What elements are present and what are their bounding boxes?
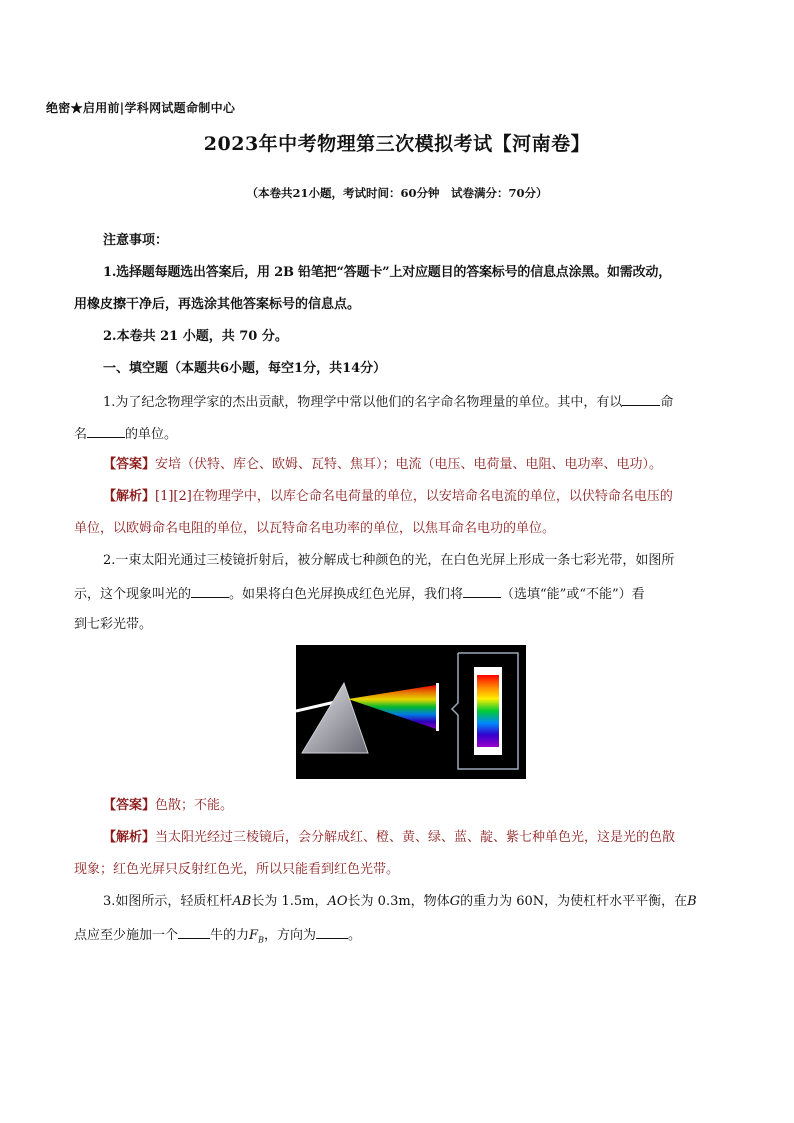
q2-answer-text: 色散；不能。: [155, 798, 234, 813]
notes-item1-line2: 用橡皮擦干净后，再选涂其他答案标号的信息点。: [74, 297, 361, 312]
q3-text-b: 长为 1.5m，: [251, 894, 328, 909]
exam-subtitle: （本卷共21小题，考试时间：60分钟 试卷满分：70分）: [246, 186, 548, 200]
white-screen: [436, 683, 439, 731]
q3-line1: [103, 894, 697, 910]
q2-blank1[interactable]: [191, 585, 229, 598]
exam-title: 2023年中考物理第三次模拟考试【河南卷】: [203, 133, 591, 155]
q2-text-a: 示，这个现象叫光的: [74, 587, 192, 602]
q1-answer-text: 安培（伏特、库仑、欧姆、瓦特、焦耳）；电流（电压、电荷量、电阻、电功率、电功）。: [155, 457, 663, 472]
notes-item1-line1: 1.选择题每题选出答案后，用 2B 铅笔把“答题卡”上对应题目的答案标号的信息点涂黑。如需改动，: [103, 265, 672, 280]
section1-heading: 一、填空题（本题共6小题，每空1分，共14分）: [103, 361, 387, 376]
q2-analysis-line2: 现象；红色光屏只反射红色光，所以只能看到红色光带。: [74, 862, 400, 877]
q3-line2: [74, 926, 361, 949]
q1-analysis-line2: 单位，以欧姆命名电阻的单位，以瓦特命名电功率的单位，以焦耳命名电功的单位。: [74, 521, 556, 536]
prism-dispersion-figure: [296, 645, 526, 779]
q3-text-a: 3.如图所示，轻质杠杆: [103, 894, 233, 909]
q2-line3: 到七彩光带。: [74, 617, 153, 632]
q3-text-d: 的重力为 60N，为使杠杆水平平衡，在: [460, 894, 688, 909]
q1-analysis-text1: [1][2]在物理学中，以库仑命名电荷量的单位，以安培命名电流的单位，以伏特命名电压的: [155, 489, 673, 504]
q1-text-d: 的单位。: [125, 427, 178, 442]
q1-text-b: 命: [660, 395, 674, 410]
q1-answer: [103, 457, 662, 473]
q2-line1: 2.一束太阳光通过三棱镜折射后，被分解成七种颜色的光，在白色光屏上形成一条七彩光带，如图所: [103, 553, 675, 568]
notes-heading: 注意事项：: [103, 233, 169, 248]
q2-line2: [74, 585, 645, 603]
q2-blank2[interactable]: [463, 585, 501, 598]
q3-var-b: B: [687, 894, 697, 909]
q2-analysis-text1: 当太阳光经过三棱镜后，会分解成红、橙、黄、绿、蓝、靛、紫七种单色光，这是光的色散: [155, 830, 676, 845]
q2-text-c: （选填“能”或“不能”）看: [501, 587, 645, 602]
q1-blank2[interactable]: [87, 425, 125, 438]
prism-illustration: [296, 645, 526, 779]
q1-text-a: 1.为了纪念物理学家的杰出贡献，物理学中常以他们的名字命名物理量的单位。其中，有以: [103, 395, 623, 410]
q3-text-e: 点应至少施加一个: [74, 928, 179, 943]
q1-text-c: 名: [74, 427, 88, 442]
q3-text-f: 牛的力: [210, 928, 250, 943]
q3-var-ab: AB: [232, 894, 252, 909]
q1-answer-tag: 【答案】: [103, 457, 156, 472]
prism-icon: [302, 683, 368, 753]
spectrum-fan: [348, 685, 436, 729]
q3-var-f: F: [249, 928, 259, 943]
q1-blank1[interactable]: [622, 393, 660, 406]
q2-text-b: 。如果将白色光屏换成红色光屏，我们将: [229, 587, 464, 602]
spectrum-band: [477, 675, 499, 747]
q2-analysis-tag: 【解析】: [103, 830, 156, 845]
q3-blank1[interactable]: [178, 926, 210, 939]
q1-line1: [103, 393, 673, 411]
notes-item2: 2.本卷共 21 小题，共 70 分。: [103, 329, 288, 344]
q3-var-f-sub: B: [258, 935, 264, 945]
q3-text-h: 。: [347, 928, 361, 943]
confidential-header: 绝密★启用前|学科网试题命制中心: [46, 101, 236, 115]
q2-analysis-line1: [103, 830, 675, 846]
q1-analysis-line1: [103, 489, 673, 505]
q3-text-g: ，方向为: [263, 928, 316, 943]
q3-blank2[interactable]: [316, 926, 348, 939]
q2-answer: [103, 798, 233, 814]
q1-line2: [74, 425, 177, 443]
q3-var-g: G: [449, 894, 461, 909]
q1-analysis-tag: 【解析】: [103, 489, 156, 504]
q3-text-c: 长为 0.3m，物体: [347, 894, 450, 909]
q2-answer-tag: 【答案】: [103, 798, 156, 813]
q3-var-ao: AO: [327, 894, 348, 909]
